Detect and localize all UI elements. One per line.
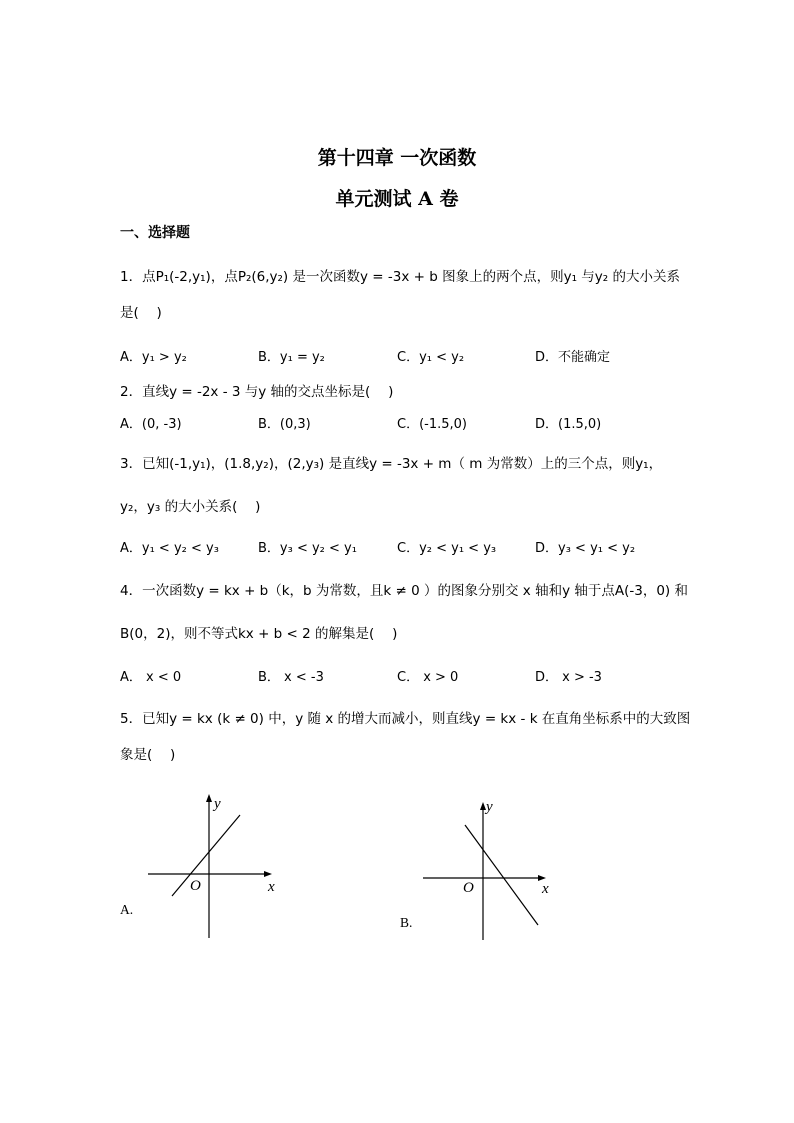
q4-option-d: D． x > -3	[535, 670, 602, 685]
q1-option-b: B．y₁ = y₂	[258, 350, 325, 365]
graph-b-y-label: y	[486, 799, 493, 815]
question-3-line-2: y₂，y₃ 的大小关系( )	[120, 499, 261, 515]
question-1-line-2: 是( )	[120, 305, 162, 321]
graph-a-x-label: x	[268, 879, 275, 895]
q2-option-b: B．(0,3)	[258, 417, 311, 432]
q2-option-c: C．(-1.5,0)	[397, 417, 467, 432]
q1-option-a: A．y₁ > y₂	[120, 350, 187, 365]
q3-option-a: A．y₁ < y₂ < y₃	[120, 541, 219, 556]
graph-b	[415, 795, 565, 945]
graph-a-origin-label: O	[190, 878, 201, 894]
question-2-line-1: 2．直线y = -2x - 3 与y 轴的交点坐标是( )	[120, 384, 394, 400]
question-4-line-2: B(0，2)，则不等式kx + b < 2 的解集是( )	[120, 626, 398, 642]
graph-a	[140, 788, 290, 943]
q3-option-b: B．y₃ < y₂ < y₁	[258, 541, 357, 556]
q2-option-d: D．(1.5,0)	[535, 417, 602, 432]
graph-b-line	[465, 825, 538, 925]
q4-option-a: A． x < 0	[120, 670, 182, 685]
q2-option-a: A．(0, -3)	[120, 417, 182, 432]
q3-option-d: D．y₃ < y₁ < y₂	[535, 541, 636, 556]
graph-b-origin-label: O	[463, 880, 474, 896]
question-1-line-1: 1．点P₁(-2,y₁)，点P₂(6,y₂) 是一次函数y = -3x + b 图象上的两个点，则y₁ 与y₂ 的大小关系	[120, 269, 680, 285]
q4-option-c: C． x > 0	[397, 670, 459, 685]
q1-option-c: C．y₁ < y₂	[397, 350, 465, 365]
question-5-line-2: 象是( )	[120, 747, 176, 763]
graph-a-y-arrow	[206, 794, 212, 802]
q1-option-d: D．不能确定	[535, 350, 611, 365]
graph-b-x-label: x	[542, 881, 549, 897]
question-5-line-1: 5．已知y = kx (k ≠ 0) 中，y 随 x 的增大而减小，则直线y = kx - k 在直角坐标系中的大致图	[120, 711, 691, 727]
section-heading: 一、选择题	[120, 225, 190, 241]
graph-b-label: B.	[400, 915, 413, 930]
graph-a-line	[172, 815, 240, 896]
question-4-line-1: 4．一次函数y = kx + b（k，b 为常数，且k ≠ 0 ）的图象分别交 x 轴和y 轴于点A(-3，0) 和	[120, 583, 688, 599]
graph-a-label: A.	[120, 902, 134, 917]
graph-a-y-label: y	[214, 796, 221, 812]
q4-option-b: B． x < -3	[258, 670, 324, 685]
page-subtitle: 单元测试 A 卷	[335, 188, 459, 210]
graph-a-x-arrow	[264, 871, 272, 877]
q3-option-c: C．y₂ < y₁ < y₃	[397, 541, 497, 556]
page-title: 第十四章 一次函数	[317, 147, 477, 169]
question-3-line-1: 3．已知(-1,y₁)，(1.8,y₂)，(2,y₃) 是直线y = -3x + m（ m 为常数）上的三个点，则y₁，	[120, 456, 663, 472]
